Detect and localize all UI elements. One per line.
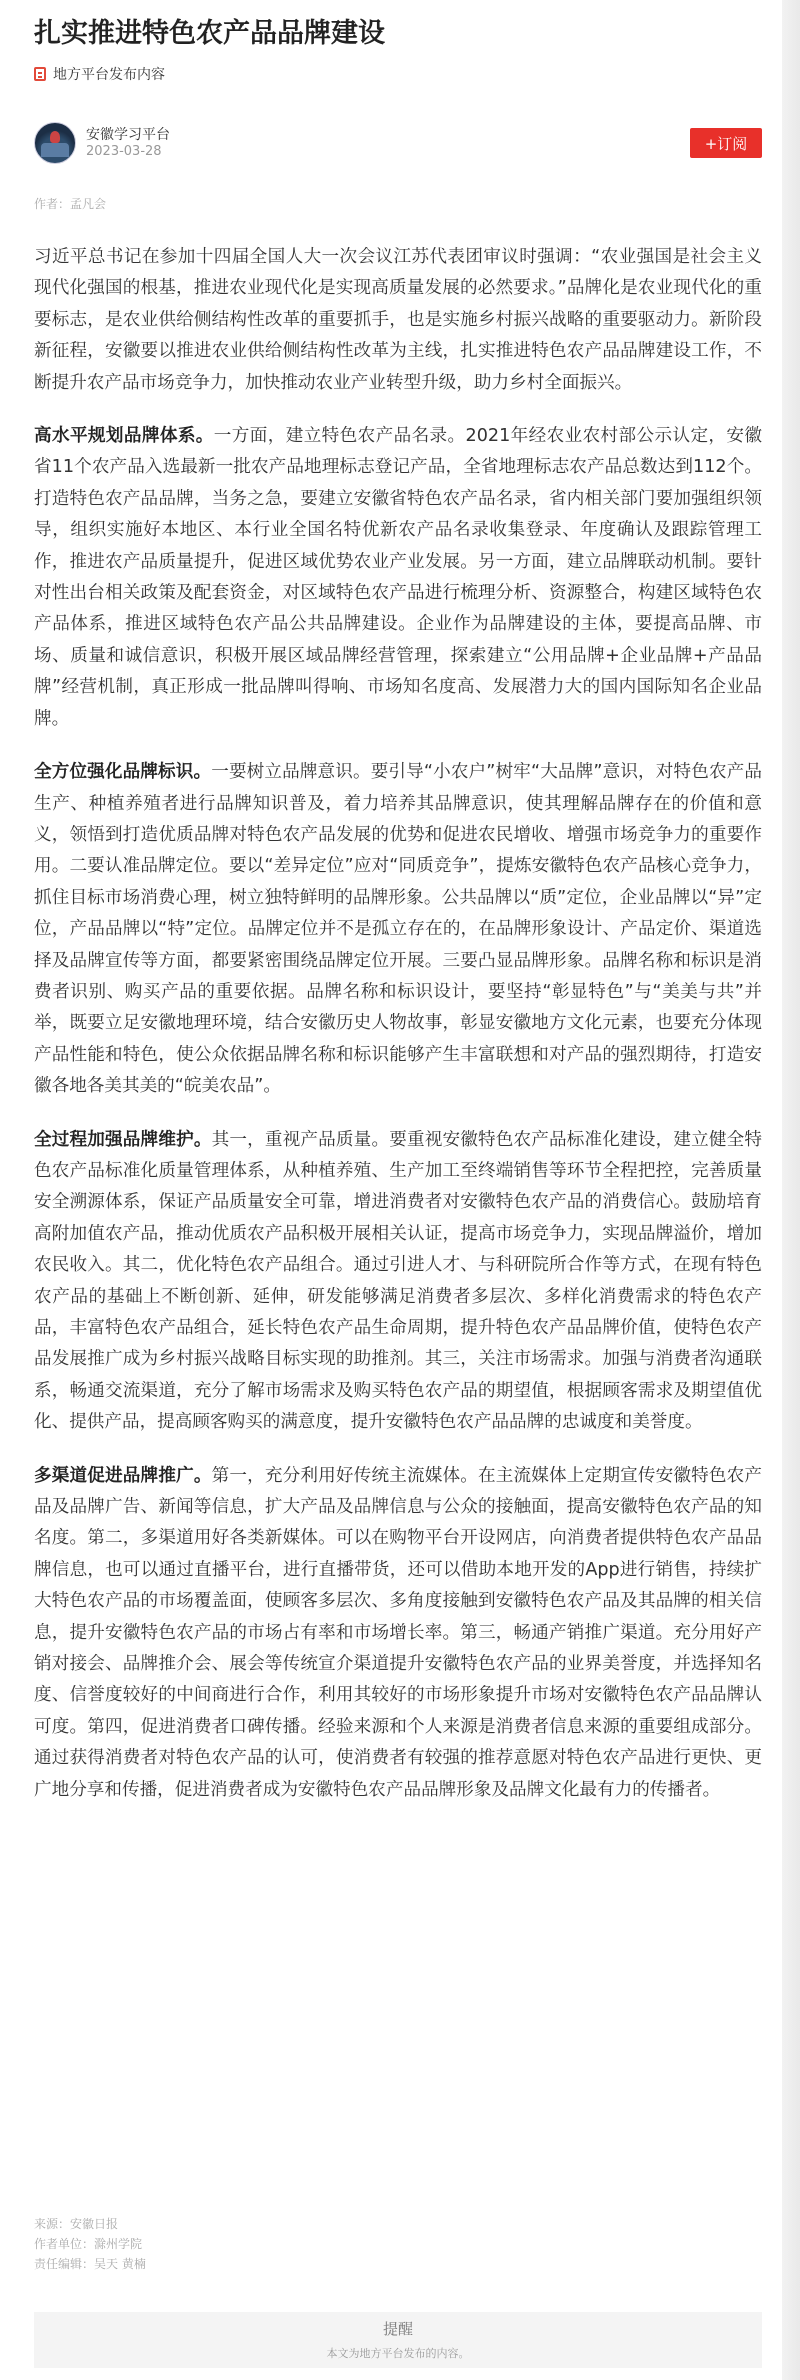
notice-box (34, 2312, 762, 2368)
paragraph-lead: 全过程加强品牌维护。 (34, 1129, 212, 1150)
article-title: 扎实推进特色农产品品牌建设 (34, 18, 385, 49)
document-icon (34, 67, 46, 81)
meta-affiliation: 作者单位：滁州学院 (34, 2237, 143, 2251)
source-label: 地方平台发布内容 (53, 67, 165, 83)
account-name[interactable]: 安徽学习平台 (86, 127, 170, 143)
paragraph-text: 其一，重视产品质量。要重视安徽特色农产品标准化建设，建立健全特色农产品标准化质量管理体系，从种植养殖、生产加工至终端销售等环节全程把控，完善质量安全溯源体系，保证产品质量安全可靠，增进消费者对安徽特色农产品的消费信心。鼓励培育高附加值农产品，推动优质农产品积极开展相关认证，提高市场竞争力，实现品牌溢价，增加农民收入。其二，优化特色农产品组合。通过引进人才、与科研院所合作等方式，在现有特色农产品的基础上不断创新、延伸，研发能够满足消费者多层次、多样化消费需求的特色农产品，丰富特色农产品组合，延长特色农产品生命周期，提升特色农产品品牌价值，使特色农产品发展推广成为乡村振兴战略目标实现的助推剂。其三，关注市场需求。加强与消费者沟通联系，畅通交流渠道，充分了解市场需求及购买特色农产品的期望值，根据顾客需求及期望值优化、提供产品，提高顾客购买的满意度，提升安徽特色农产品品牌的忠诚度和美誉度。 (34, 1129, 762, 1433)
article-body (34, 242, 762, 1828)
meta-editor: 责任编辑：吴天 黄楠 (34, 2257, 146, 2271)
paragraph-lead: 高水平规划品牌体系。 (34, 426, 214, 447)
source-row (34, 64, 165, 84)
paragraph-lead: 全方位强化品牌标识。 (34, 762, 212, 783)
scroll-gutter (782, 0, 800, 2380)
paragraph-maintenance (34, 1125, 762, 1439)
paragraph-text: 一方面，建立特色农产品名录。2021年经农业农村部公示认定，安徽省11个农产品入选最新一批农产品地理标志登记产品，全省地理标志农产品总数达到112个。打造特色农产品品牌，当务之急，要建立安徽省特色农产品名录，省内相关部门要加强组织领导，组织实施好本地区、本行业全国名特优新农产品名录收集登录、年度确认及跟踪管理工作，推进农产品质量提升，促进区域优势农业产业发展。另一方面，建立品牌联动机制。要针对性出台相关政策及配套资金，对区域特色农产品进行梳理分析、资源整合，构建区域特色农产品体系，推进区域特色农产品公共品牌建设。企业作为品牌建设的主体，要提高品牌、市场、质量和诚信意识，积极开展区域品牌经营管理，探索建立“公用品牌+企业品牌+产品品牌”经营机制，真正形成一批品牌叫得响、市场知名度高、发展潜力大的国内国际知名企业品牌。 (34, 426, 762, 729)
avatar[interactable] (34, 122, 76, 164)
paragraph-text: 第一，充分利用好传统主流媒体。在主流媒体上定期宣传安徽特色农产品及品牌广告、新闻等信息，扩大产品及品牌信息与公众的接触面，提高安徽特色农产品的知名度。第二，多渠道用好各类新媒体。可以在购物平台开设网店，向消费者提供特色农产品品牌信息，也可以通过直播平台，进行直播带货，还可以借助本地开发的App进行销售，持续扩大特色农产品的市场覆盖面，使顾客多层次、多角度接触到安徽特色农产品及其品牌的相关信息，提升安徽特色农产品的市场占有率和市场增长率。第三，畅通产销推广渠道。充分用好产销对接会、品牌推介会、展会等传统宣介渠道提升安徽特色农产品的业界美誉度，并选择知名度、信誉度较好的中间商进行合作，利用其较好的市场形象提升市场对安徽特色农产品品牌认可度。第四，促进消费者口碑传播。经验来源和个人来源是消费者信息来源的重要组成部分。通过获得消费者对特色农产品的认可，使消费者有较强的推荐意愿对特色农产品进行更快、更广地分享和传播，促进消费者成为安徽特色农产品品牌形象及品牌文化最有力的传播者。 (34, 1465, 762, 1800)
article-meta (34, 2214, 762, 2274)
paragraph-promotion (34, 1461, 762, 1806)
meta-source: 来源：安徽日报 (34, 2217, 119, 2231)
publish-date: 2023-03-28 (86, 144, 162, 159)
paragraph-identity (34, 757, 762, 1102)
notice-text: 本文为地方平台发布的内容。 (326, 2347, 470, 2360)
paragraph-planning (34, 421, 762, 735)
author-line: 作者：孟凡会 (34, 197, 107, 211)
paragraph-text: 习近平总书记在参加十四届全国人大一次会议江苏代表团审议时强调：“农业强国是社会主义现代化强国的根基，推进农业现代化是实现高质量发展的必然要求。”品牌化是农业现代化的重要标志，是农业供给侧结构性改革的重要抓手，也是实施乡村振兴战略的重要驱动力。新阶段新征程，安徽要以推进农业供给侧结构性改革为主线，扎实推进特色农产品品牌建设工作，不断提升农产品市场竞争力，加快推动农业产业转型升级，助力乡村全面振兴。 (34, 247, 762, 393)
paragraph-text: 一要树立品牌意识。要引导“小农户”树牢“大品牌”意识，对特色农产品生产、种植养殖者进行品牌知识普及，着力培养其品牌意识，使其理解品牌存在的价值和意义，领悟到打造优质品牌对特色农产品发展的优势和促进农民增收、增强市场竞争力的重要作用。二要认准品牌定位。要以“差异定位”应对“同质竞争”，提炼安徽特色农产品核心竞争力，抓住目标市场消费心理，树立独特鲜明的品牌形象。公共品牌以“质”定位，企业品牌以“异”定位，产品品牌以“特”定位。品牌定位并不是孤立存在的，在品牌形象设计、产品定价、渠道选择及品牌宣传等方面，都要紧密围绕品牌定位开展。三要凸显品牌形象。品牌名称和标识是消费者识别、购买产品的重要依据。品牌名称和标识设计，要坚持“彰显特色”与“美美与共”并举，既要立足安徽地理环境，结合安徽历史人物故事，彰显安徽地方文化元素，也要充分体现产品性能和特色，使公众依据品牌名称和标识能够产生丰富联想和对产品的强烈期待，打造安徽各地各美其美的“皖美农品”。 (34, 762, 762, 1097)
account-row (34, 122, 762, 164)
paragraph-intro (34, 242, 762, 399)
subscribe-button[interactable]: +订阅 (690, 128, 762, 158)
notice-title: 提醒 (382, 2320, 413, 2338)
paragraph-lead: 多渠道促进品牌推广。 (34, 1465, 212, 1486)
